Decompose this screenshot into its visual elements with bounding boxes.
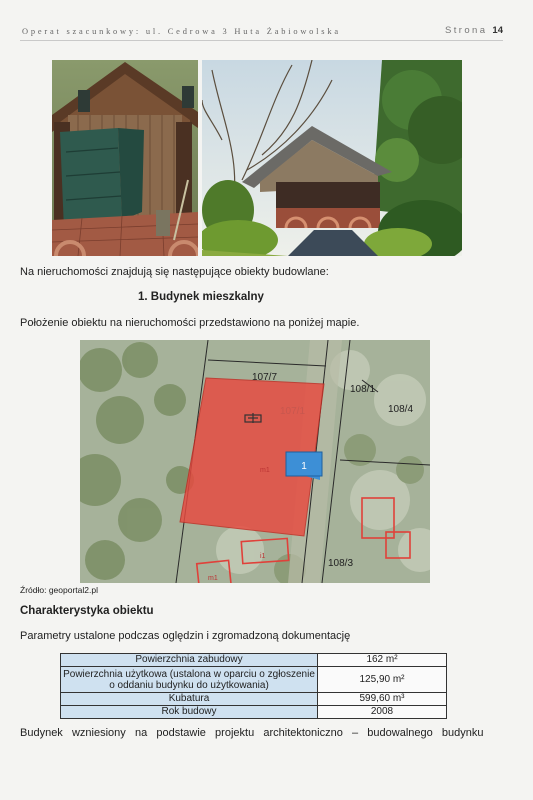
table-cell-value: 125,90 m² bbox=[318, 667, 447, 693]
map-label-108-3: 108/3 bbox=[328, 558, 354, 569]
params-intro: Parametry ustalone podczas oględzin i zgromadzoną dokumentację bbox=[20, 630, 351, 642]
map-marker-label: 1 bbox=[301, 461, 307, 472]
table-row bbox=[61, 706, 447, 719]
table-row bbox=[61, 693, 447, 706]
map-label-107-1: 107/1 bbox=[280, 406, 306, 417]
table-cell-label: Powierzchnia użytkowa (ustalona w oparciu o zgłoszenie o oddaniu budynku do użytkowania) bbox=[61, 667, 318, 693]
table-cell-label: Rok budowy bbox=[61, 706, 318, 719]
map-label-108-1: 108/1 bbox=[350, 384, 376, 395]
table-cell-value: 162 m² bbox=[318, 654, 447, 667]
table-cell-label: Powierzchnia zabudowy bbox=[61, 654, 318, 667]
table-cell-value: 2008 bbox=[318, 706, 447, 719]
table-row bbox=[61, 667, 447, 693]
map-label-i1: i1 bbox=[260, 553, 266, 560]
table-cell-value: 599,60 m³ bbox=[318, 693, 447, 706]
photo-gate bbox=[52, 60, 198, 256]
table-row bbox=[61, 654, 447, 667]
photo-gazebo bbox=[202, 60, 462, 256]
parcel-map bbox=[80, 340, 430, 583]
map-label-107-7: 107/7 bbox=[252, 372, 278, 383]
params-table bbox=[60, 653, 447, 719]
map-label-m1-lower: m1 bbox=[208, 575, 218, 582]
map-label-108-4: 108/4 bbox=[388, 404, 414, 415]
map-source: Źródło: geoportal2.pl bbox=[20, 585, 98, 595]
header-divider bbox=[20, 40, 503, 41]
header-page-indicator bbox=[445, 25, 503, 36]
final-paragraph: Budynek wzniesiony na podstawie projektu architektoniczno – budowalnego budynku bbox=[20, 727, 484, 739]
location-description: Położenie obiektu na nieruchomości przedstawiono na poniżej mapie. bbox=[20, 317, 360, 329]
objects-intro: Na nieruchomości znajdują się następujące obiekty budowlane: bbox=[20, 266, 329, 278]
header-document-title: Operat szacunkowy: ul. Cedrowa 3 Huta Żabiowolska bbox=[22, 27, 341, 36]
section-heading-residential: 1. Budynek mieszkalny bbox=[138, 291, 264, 303]
table-cell-label: Kubatura bbox=[61, 693, 318, 706]
page-number: 14 bbox=[492, 25, 503, 36]
page-label: Strona bbox=[444, 25, 488, 36]
map-label-m1: m1 bbox=[260, 467, 270, 474]
characteristics-heading: Charakterystyka obiektu bbox=[20, 605, 154, 617]
